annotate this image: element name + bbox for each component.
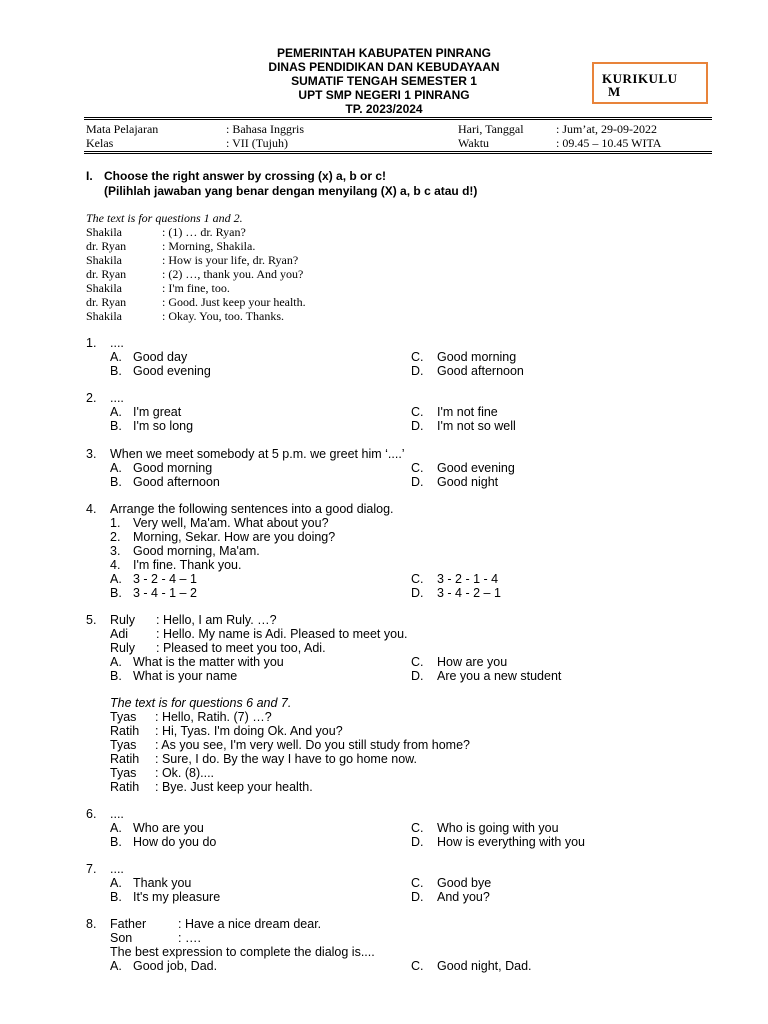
dialog-line: : Have a nice dream dear.: [178, 917, 322, 931]
dialog-line: : I'm fine, too.: [162, 281, 230, 295]
option-letter[interactable]: B.: [110, 475, 122, 489]
option-text[interactable]: Good morning: [437, 350, 517, 364]
option-text[interactable]: I'm great: [133, 405, 182, 419]
dialog-line: : Ok. (8)....: [155, 766, 215, 780]
option-letter[interactable]: A.: [110, 959, 122, 973]
option-letter[interactable]: D.: [411, 669, 424, 683]
dialog-speaker: Tyas: [110, 710, 137, 724]
option-text[interactable]: Good night, Dad.: [437, 959, 532, 973]
option-letter[interactable]: C.: [411, 876, 424, 890]
option-text[interactable]: 3 - 2 - 1 - 4: [437, 572, 499, 586]
dialog-speaker: Shakila: [86, 253, 122, 267]
option-letter[interactable]: C.: [411, 959, 424, 973]
dialog-speaker: Father: [110, 917, 147, 931]
option-text[interactable]: Good evening: [133, 364, 211, 378]
dialog-line: : Hello. My name is Adi. Pleased to meet you.: [156, 627, 408, 641]
list-item: Very well, Ma'am. What about you?: [133, 516, 329, 530]
option-text[interactable]: 3 - 4 - 2 – 1: [437, 586, 501, 600]
option-letter[interactable]: D.: [411, 890, 424, 904]
option-text[interactable]: How are you: [437, 655, 508, 669]
dialog-speaker: Shakila: [86, 225, 122, 239]
time-label: Waktu: [458, 136, 490, 150]
option-text[interactable]: Good afternoon: [133, 475, 220, 489]
option-letter[interactable]: C.: [411, 572, 424, 586]
curriculum-line-1: KURIKULU: [602, 71, 678, 86]
dialog-line: : Bye. Just keep your health.: [155, 780, 313, 794]
dialog-speaker: Ratih: [110, 752, 140, 766]
dialog-line: : Hello, I am Ruly. …?: [156, 613, 277, 627]
dialog-line: : Pleased to meet you too, Adi.: [156, 641, 326, 655]
date-label: Hari, Tanggal: [458, 122, 524, 136]
dialog-speaker: dr. Ryan: [86, 267, 127, 281]
question-number: 5.: [86, 613, 97, 627]
option-letter[interactable]: D.: [411, 364, 424, 378]
header-line-5: TP. 2023/2024: [345, 102, 423, 116]
dialog-line: : Good. Just keep your health.: [162, 295, 306, 309]
dialog-speaker: Shakila: [86, 309, 122, 323]
question-stem: ....: [110, 862, 124, 876]
dialog-speaker: Son: [110, 931, 133, 945]
question-number: 4.: [86, 502, 97, 516]
curriculum-line-2: M: [608, 84, 621, 99]
option-letter[interactable]: D.: [411, 419, 424, 433]
option-letter[interactable]: C.: [411, 655, 424, 669]
dialog-speaker: dr. Ryan: [86, 239, 127, 253]
option-letter[interactable]: C.: [411, 461, 424, 475]
dialog-line: : As you see, I'm very well. Do you still study from home?: [155, 738, 471, 752]
dialog-line: : Sure, I do. By the way I have to go home now.: [155, 752, 417, 766]
option-letter[interactable]: C.: [411, 405, 424, 419]
option-letter[interactable]: A.: [110, 461, 122, 475]
option-letter[interactable]: D.: [411, 586, 424, 600]
option-letter[interactable]: A.: [110, 405, 122, 419]
option-text[interactable]: Who are you: [133, 821, 204, 835]
dialog-speaker: Shakila: [86, 281, 122, 295]
header-divider-bottom: [84, 151, 712, 152]
dialog-speaker: dr. Ryan: [86, 295, 127, 309]
list-item-number: 2.: [110, 530, 121, 544]
question-number: 3.: [86, 447, 97, 461]
option-text[interactable]: It's my pleasure: [133, 890, 221, 904]
dialog-speaker: Adi: [110, 627, 129, 641]
dialog-line: : Hello, Ratih. (7) …?: [155, 710, 272, 724]
text2-intro: The text is for questions 6 and 7.: [110, 696, 292, 710]
dialog-speaker: Ratih: [110, 780, 140, 794]
list-item-number: 3.: [110, 544, 121, 558]
header-line-3: SUMATIF TENGAH SEMESTER 1: [291, 74, 477, 88]
dialog-line: : How is your life, dr. Ryan?: [162, 253, 299, 267]
subject-value: : Bahasa Inggris: [226, 122, 304, 136]
dialog-speaker: Ruly: [110, 613, 136, 627]
dialog-line: : (1) … dr. Ryan?: [162, 225, 246, 239]
dialog-speaker: Ruly: [110, 641, 136, 655]
section-instruction-id: (Pilihlah jawaban yang benar dengan menyilang (X) a, b c atau d!): [104, 184, 478, 198]
date-value: : Jum’at, 29-09-2022: [556, 122, 657, 136]
option-text[interactable]: Who is going with you: [437, 821, 559, 835]
option-text[interactable]: Good job, Dad.: [133, 959, 218, 973]
time-value: : 09.45 – 10.45 WITA: [556, 136, 662, 150]
option-letter[interactable]: C.: [411, 821, 424, 835]
option-letter[interactable]: B.: [110, 364, 122, 378]
question-stem: When we meet somebody at 5 p.m. we greet him ‘....’: [110, 447, 405, 461]
dialog-speaker: Tyas: [110, 766, 137, 780]
option-text[interactable]: Good morning: [133, 461, 213, 475]
question-number: 1.: [86, 336, 97, 350]
section-instruction: Choose the right answer by crossing (x) a, b or c!: [104, 169, 387, 183]
question-stem: Arrange the following sentences into a good dialog.: [110, 502, 394, 516]
header-divider-top: [84, 117, 712, 118]
dialog-speaker: Tyas: [110, 738, 137, 752]
dialog-line: : Hi, Tyas. I'm doing Ok. And you?: [155, 724, 343, 738]
header-line-4: UPT SMP NEGERI 1 PINRANG: [298, 88, 470, 102]
option-letter[interactable]: A.: [110, 350, 122, 364]
option-text[interactable]: 3 - 2 - 4 – 1: [133, 572, 197, 586]
option-letter[interactable]: A.: [110, 876, 122, 890]
class-label: Kelas: [86, 136, 114, 150]
option-letter[interactable]: D.: [411, 475, 424, 489]
header-line-1: PEMERINTAH KABUPATEN PINRANG: [276, 46, 491, 60]
list-item: Good morning, Ma'am.: [133, 544, 260, 558]
option-text[interactable]: What is the matter with you: [133, 655, 284, 669]
option-text[interactable]: Good day: [133, 350, 188, 364]
list-item: I'm fine. Thank you.: [133, 558, 242, 572]
dialog-line: : Morning, Shakila.: [162, 239, 256, 253]
option-text[interactable]: Good afternoon: [437, 364, 524, 378]
list-item: Morning, Sekar. How are you doing?: [133, 530, 336, 544]
dialog-line: : (2) …, thank you. And you?: [162, 267, 304, 281]
question-number: 6.: [86, 807, 97, 821]
option-letter[interactable]: B.: [110, 419, 122, 433]
header-divider-bottom-2: [84, 153, 712, 154]
question-stem: The best expression to complete the dialog is....: [110, 945, 375, 959]
question-stem: ....: [110, 807, 124, 821]
option-letter[interactable]: B.: [110, 835, 122, 849]
option-letter[interactable]: B.: [110, 586, 122, 600]
option-text[interactable]: And you?: [437, 890, 490, 904]
option-text[interactable]: Good bye: [437, 876, 492, 890]
question-number: 8.: [86, 917, 97, 931]
option-text[interactable]: How do you do: [133, 835, 217, 849]
option-text[interactable]: I'm so long: [133, 419, 194, 433]
option-letter[interactable]: A.: [110, 821, 122, 835]
text1-intro: The text is for questions 1 and 2.: [86, 211, 243, 225]
option-text[interactable]: Good evening: [437, 461, 515, 475]
question-number: 7.: [86, 862, 97, 876]
header-line-2: DINAS PENDIDIKAN DAN KEBUDAYAAN: [268, 60, 500, 74]
section-number: I.: [86, 169, 93, 183]
option-text[interactable]: 3 - 4 - 1 – 2: [133, 586, 197, 600]
class-value: : VII (Tujuh): [226, 136, 289, 150]
option-letter[interactable]: A.: [110, 572, 122, 586]
option-text[interactable]: Good night: [437, 475, 499, 489]
option-text[interactable]: How is everything with you: [437, 835, 585, 849]
header-divider-top-2: [84, 119, 712, 120]
question-number: 2.: [86, 391, 97, 405]
dialog-line: : ….: [178, 931, 201, 945]
list-item-number: 4.: [110, 558, 121, 572]
option-text[interactable]: Thank you: [133, 876, 192, 890]
option-letter[interactable]: B.: [110, 669, 122, 683]
option-letter[interactable]: C.: [411, 350, 424, 364]
option-text[interactable]: Are you a new student: [437, 669, 562, 683]
curriculum-box: [592, 62, 708, 104]
option-letter[interactable]: A.: [110, 655, 122, 669]
option-text[interactable]: What is your name: [133, 669, 238, 683]
list-item-number: 1.: [110, 516, 121, 530]
option-letter[interactable]: B.: [110, 890, 122, 904]
dialog-speaker: Ratih: [110, 724, 140, 738]
option-letter[interactable]: D.: [411, 835, 424, 849]
subject-label: Mata Pelajaran: [86, 122, 159, 136]
option-text[interactable]: I'm not so well: [437, 419, 516, 433]
question-stem: ....: [110, 391, 124, 405]
option-text[interactable]: I'm not fine: [437, 405, 498, 419]
dialog-line: : Okay. You, too. Thanks.: [162, 309, 285, 323]
question-stem: ....: [110, 336, 124, 350]
